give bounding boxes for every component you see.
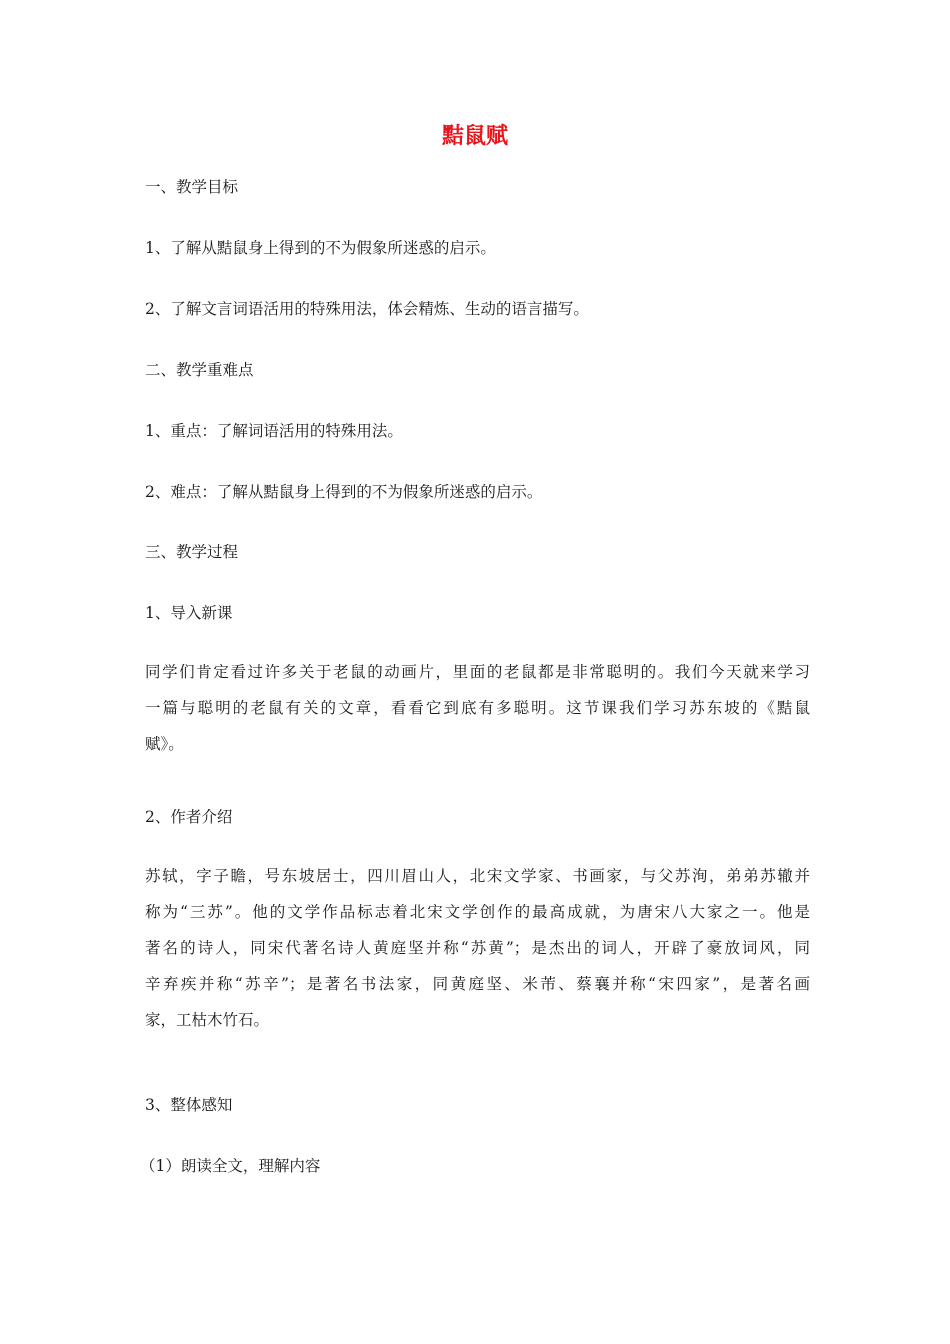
author-line: 辛弃疾并称“苏辛”；是著名书法家，同黄庭坚、米芾、蔡襄并称“宋四家”，是著名画 <box>145 975 810 993</box>
author-line: 著名的诗人，同宋代著名诗人黄庭坚并称“苏黄”；是杰出的词人，开辟了豪放词风，同 <box>145 939 810 957</box>
section-heading-process: 三、教学过程 <box>145 543 239 561</box>
section-heading-goals: 一、教学目标 <box>145 178 239 196</box>
document-title: 黠鼠赋 <box>441 124 508 149</box>
author-line: 称为“三苏”。他的文学作品标志着北宋文学创作的最高成就，为唐宋八大家之一。他是 <box>145 903 810 921</box>
introduction-line: 一篇与聪明的老鼠有关的文章，看看它到底有多聪明。这节课我们学习苏东坡的《黠鼠 <box>145 699 810 717</box>
introduction-line: 赋》。 <box>145 735 184 753</box>
sub-step-read-aloud: （1）朗读全文，理解内容 <box>140 1157 321 1175</box>
author-line: 家，工枯木竹石。 <box>145 1011 270 1029</box>
key-point-item-1: 1、重点：了解词语活用的特殊用法。 <box>145 422 403 440</box>
goal-item-2: 2、了解文言词语活用的特殊用法，体会精炼、生动的语言描写。 <box>145 300 589 318</box>
introduction-paragraph <box>145 654 810 762</box>
key-point-item-2: 2、难点：了解从黠鼠身上得到的不为假象所迷惑的启示。 <box>145 483 543 501</box>
step-heading-author: 2、作者介绍 <box>145 808 233 826</box>
introduction-line: 同学们肯定看过许多关于老鼠的动画片，里面的老鼠都是非常聪明的。我们今天就来学习 <box>145 663 810 681</box>
step-heading-overview: 3、整体感知 <box>145 1096 233 1114</box>
author-paragraph <box>145 858 810 1038</box>
step-heading-introduction: 1、导入新课 <box>145 604 233 622</box>
goal-item-1: 1、了解从黠鼠身上得到的不为假象所迷惑的启示。 <box>145 239 496 257</box>
section-heading-key-points: 二、教学重难点 <box>145 361 254 379</box>
author-line: 苏轼，字子瞻，号东坡居士，四川眉山人，北宋文学家、书画家，与父苏洵，弟弟苏辙并 <box>145 867 810 885</box>
